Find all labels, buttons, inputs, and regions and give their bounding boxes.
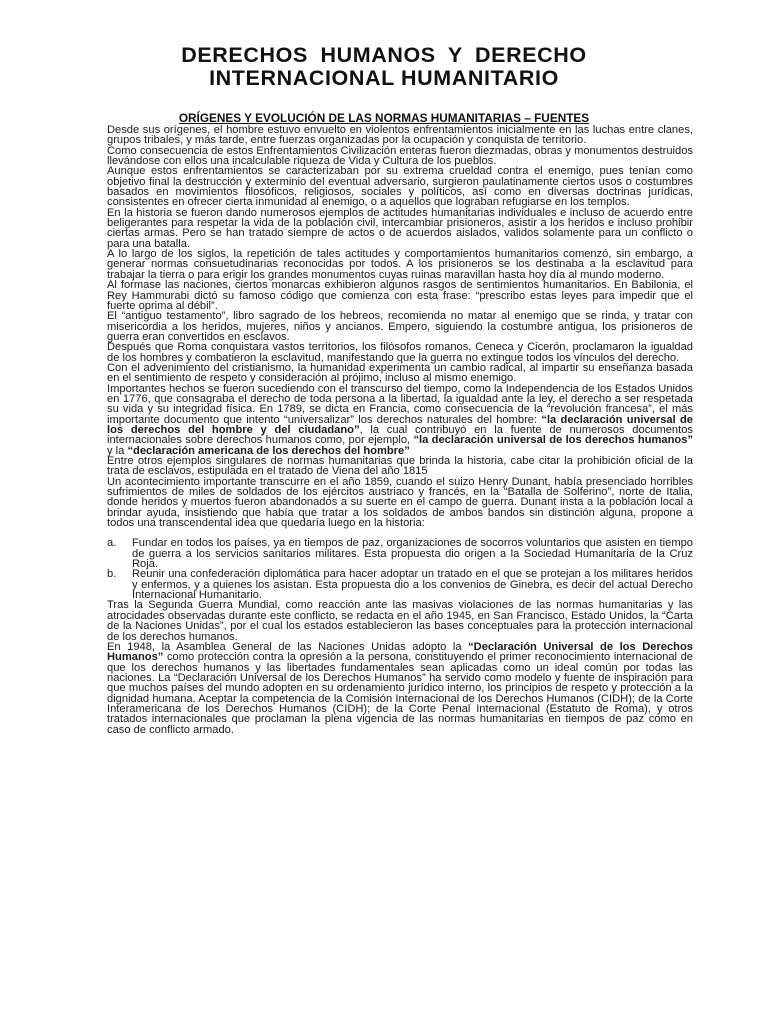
- list-item-text: Reunir una confederación diplomática para hacer adoptar un tratado en el que se protejan a los militares heridos y enfermos, y a quienes los asistan. Esta propuesta dio a los convenios de Ginebra, es decir del actual Derecho Internacional Humanitario.: [132, 568, 693, 602]
- paragraph: A lo largo de los siglos, la repetición de tales actitudes y comportamientos humanitarios comenzó, sin embargo, a generar normas consuetudinarias reconocidas por todos. A los prisioneros se los destinaba a la esclavitud para trabajar la tierra o para erigir los grandes monumentos cuyas ruinas maravillan hasta hoy día al mundo moderno.: [107, 248, 693, 281]
- paragraph: Como consecuencia de estos Enfrentamientos Civilización enteras fueron diezmadas, obras y monumentos destruidos llevándose con ellos una incalculable riqueza de Vida y Cultura de los pueblos.: [107, 144, 693, 168]
- section-subtitle: ORÍGENES Y EVOLUCIÓN DE LAS NORMAS HUMANITARIAS – FUENTES: [178, 111, 590, 125]
- bold-quote: “la declaración universal de los derechos humanos”: [413, 434, 693, 447]
- list-marker: a.: [107, 537, 117, 550]
- bold-quote: “la declaración universal de los derechos del hombre y del ciudadano”: [107, 413, 693, 436]
- list-item: [107, 538, 693, 569]
- text-run: como protección contra la opresión a la persona, constituyendo el primer reconocimiento internacional de que los derechos humanos y las libertades fundamentales sean aplicadas como un ideal común por todas las naciones. La “Declaración Universal de los Derechos Humanos” ha servido como modelo y fuente de inspiración para que muchos países del mundo adopten en su ordenamiento jurídico interno, los principios de respeto y protección a la dignidad humana. Aceptar la competencia de la Comisión Internacional de los Derechos Humanos (CIDH); de la Corte Interamericana de los Derechos Humanos (CIDH); de la Corte Penal Internacional (Estatuto de Roma), y otros tratados internacionales que proclaman la plena vigencia de las normas humanitarias en tiempos de paz como en caso de conflicto armado.: [107, 651, 693, 736]
- paragraph: El “antiguo testamento”, libro sagrado de los hebreos, recomienda no matar al enemigo que se rinda, y tratar con misericordia a los heridos, mujeres, niños y ancianos. Empero, siguiendo la costumbre antigua, los prisioneros de guerra eran convertidos en esclavos.: [107, 310, 693, 343]
- document-title-line1: DERECHOS HUMANOS Y DERECHO: [181, 43, 587, 67]
- paragraph-independence: [107, 384, 693, 456]
- paragraph-1948: [107, 642, 693, 735]
- paragraph: Desde sus orígenes, el hombre estuvo envuelto en violentos enfrentamientos inicialmente en las luchas entre clanes, grupos tribales, y más tarde, entre fuerzas organizadas por la ocupación y conquista de territorio.: [107, 124, 693, 147]
- bold-quote: “Declaración Universal de los Derechos Humanos”: [107, 640, 693, 664]
- text-run: , la cual contribuyó en la fuente de numerosos documentos internacionales sobre derechos humanos como, por ejemplo,: [107, 423, 693, 447]
- document-title-line2: INTERNACIONAL HUMANITARIO: [209, 66, 559, 90]
- list-marker: b.: [107, 568, 117, 581]
- proposal-list: [107, 538, 693, 600]
- paragraph: Con el advenimiento del cristianismo, la humanidad experimenta un cambio radical, al impartir su enseñanza basada en el sentimiento de respeto y consideración al prójimo, incluso al mismo enemigo.: [107, 361, 693, 385]
- paragraph: Tras la Segunda Guerra Mundial, como reacción ante las masivas violaciones de las normas humanitarias y las atrocidades observadas durante este conflicto, se redacta en el año 1945, en San Francisco, Estado Unidos, la “Carta de la Naciones Unidas”, por el cual los estados establecieron las bases conceptuales para la protección internacional de los derechos humanos.: [107, 599, 693, 643]
- paragraph: Al formase las naciones, ciertos monarcas exhibieron algunos rasgos de sentimientos humanitarios. En Babilonia, el Rey Hammurabi dictó su famoso código que comienza con esta frase: “prescribo estas leyes para impedir que el fuerte oprima al débil”.: [107, 279, 693, 312]
- paragraph: Después que Roma conquistara vastos territorios, los filósofos romanos, Ceneca y Cicerón, proclamaron la igualdad de los hombres y combatieron la esclavitud, manifestando que la guerra no extingue todos los vínculos del derecho.: [107, 341, 693, 364]
- paragraph: Un acontecimiento importante transcurre en el año 1859, cuando el suizo Henry Dunant, había presenciado horribles sufrimientos de miles de soldados de los ejércitos austriaco y francés, en la “Batalla de Solferino”, norte de Italia, donde heridos y muertos fueron abandonados a su suerte en el campo de guerra. Dunant insta a la población local a brindar ayuda, insistiendo que había que tratar a los soldados de ambos bandos sin distinción alguna, propone a todos una transcendental idea que quedaría luego en la historia:: [107, 475, 693, 530]
- list-item-text: Fundar en todos los países, ya en tiempos de paz, organizaciones de socorros voluntarios que asisten en tiempo de guerra a los servicios sanitarios militares. Esta propuesta dio origen a la Sociedad Humanitaria de la Cruz Roja.: [132, 537, 693, 571]
- paragraph: Entre otros ejemplos singulares de normas humanitarias que brinda la historia, cabe citar la prohibición oficial de la trata de esclavos, estipulada en el tratado de Viena del año 1815: [107, 455, 693, 478]
- document-body: [107, 125, 693, 735]
- list-item: [107, 569, 693, 600]
- bold-quote: “declaración americana de los derechos del hombre”: [127, 444, 410, 457]
- text-run: En 1948, la Asamblea General de las Naciones Unidas adopto la: [107, 640, 469, 653]
- text-run: Importantes hechos se fueron sucediendo con el transcurso del tiempo, como la Independencia de los Estados Unidos en 1776, que consagraba el derecho de toda persona a la libertad, la igualdad ante la ley, el derecho a ser respetada su vida y su integridad física. En 1789, se dicta en Francia, como consecuencia de la “revolución francesa”, el más importante documento que intento “universalizar” los derechos naturales del hombre:: [107, 382, 693, 426]
- text-run: y la: [107, 444, 128, 457]
- paragraph: Aunque estos enfrentamientos se caracterizaban por su extrema crueldad contra el enemigo, pues tenían como objetivo final la destrucción y exterminio del eventual adversario, surgieron paulatinamente ciertos usos o costumbres basados en movimientos filosóficos, religiosos, sociales y políticos, así como en diversas doctrinas jurídicas, consistentes en ofrecer cierta inmunidad al enemigo, o a aquellos que lograban refugiarse en los templos.: [107, 165, 693, 209]
- paragraph: En la historia se fueron dando numerosos ejemplos de actitudes humanitarias individuales e incluso de acuerdo entre beligerantes para respetar la vida de la población civil, intercambiar prisioneros, asistir a los heridos e incluso prohibir ciertas armas. Pero se han tratado siempre de actos o de acuerdos aislados, validos solamente para un conflicto o para una batalla.: [107, 206, 693, 250]
